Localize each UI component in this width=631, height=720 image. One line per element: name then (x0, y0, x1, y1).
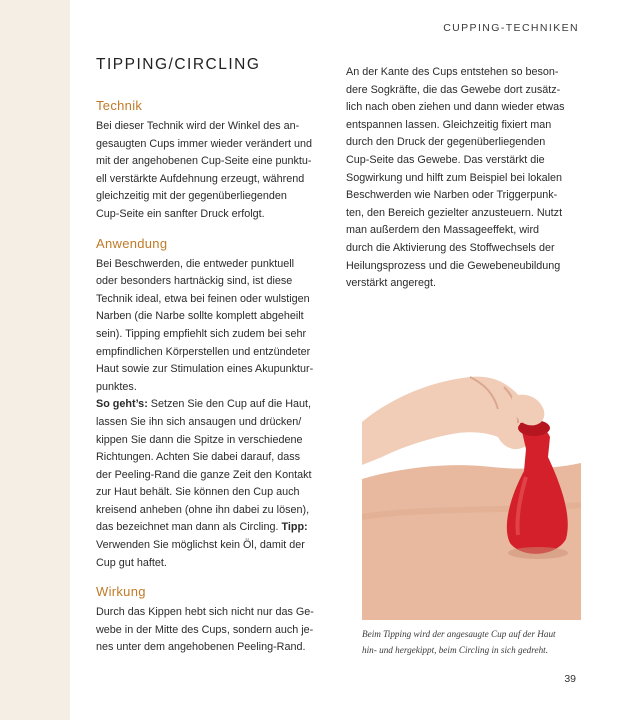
section-heading-wirkung: Wirkung (96, 584, 146, 600)
page-margin-strip (0, 0, 70, 720)
figure-caption-text: Beim Tipping wird der angesaugte Cup auf der Haut hin- und hergekippt, beim Circling in sich gedreht. (362, 629, 556, 655)
anwendung-intro: Bei Beschwerden, die entweder punktuell oder besonders hartnäckig sind, ist diese Technik ideal, etwa bei feinen oder wulstigen Narben (die Narbe sollte komplett abgeheilt sein). Tipping empfiehlt sich zudem bei sehr empfindlichen Körperstellen und entzündeter Haut sowie zur Stimulation eines Akupunktur- punktes. (96, 257, 314, 393)
section-heading-technik: Technik (96, 98, 143, 113)
page-number: 39 (564, 673, 576, 685)
so-gehts-label: So geht’s: (96, 398, 148, 411)
tipp-label: Tipp: (281, 521, 308, 534)
tipp-text: Verwenden Sie möglichst kein Öl, damit der Cup gut haftet. (96, 539, 305, 569)
anwendung-paragraph (96, 256, 332, 573)
wirkung-paragraph: Durch das Kippen hebt sich nicht nur das Ge- webe in der Mitte des Cups, sondern auch je- nes unter dem angehobenen Peeling-Rand. (96, 606, 314, 654)
page-title: TIPPING/CIRCLING (96, 56, 261, 73)
section-heading-anwendung: Anwendung (96, 235, 168, 251)
right-column-paragraph: An der Kante des Cups entstehen so beson- dere Sogkräfte, die das Gewebe dort zusätz- lich nach oben ziehen und dann wieder etwas entspannen lassen. Gleichzeitig fixiert man durch den Druck der gegenüberliegenden Cup-Seite das Gewebe. Das verstärkt die Sogwirkung und hilft zum Beispiel bei lokalen Beschwerden wie Narben oder Triggerpunk- ten, den Bereich gezielter anzusteuern. Nutzt man außerdem den Massageeffekt, wird durch die Aktivierung des Stoffwechsels der Heilungsprozess und die Gewebeneubildung verstärkt angeregt. (346, 66, 565, 290)
cupping-illustration (362, 367, 581, 620)
so-gehts-text: Setzen Sie den Cup auf die Haut, lassen Sie ihn sich ansaugen und drücken/ kippen Sie dann die Spitze in verschiedene Richtungen. Achten Sie dabei darauf, dass der Peeling-Rand die ganze Zeit den Kontakt zur Haut behält. Sie können den Cup auch kreisend anheben (ohne ihn dabei zu lösen), das bezeichnet man dann als Circling. (96, 398, 312, 534)
left-column (96, 56, 332, 669)
running-head: CUPPING-TECHNIKEN (443, 22, 579, 34)
figure-caption (362, 626, 586, 658)
technik-paragraph: Bei dieser Technik wird der Winkel des an- gesaugten Cups immer wieder verändert und mit der angehobenen Cup-Seite eine punktu- ell verstärkte Aufdehnung erzeugt, während gleichzeitig mit der gegenüberliegenden Cup-Seite ein sanfter Druck erfolgt. (96, 120, 313, 220)
hand-cup-skin-drawing (362, 367, 581, 620)
right-column (346, 64, 582, 305)
